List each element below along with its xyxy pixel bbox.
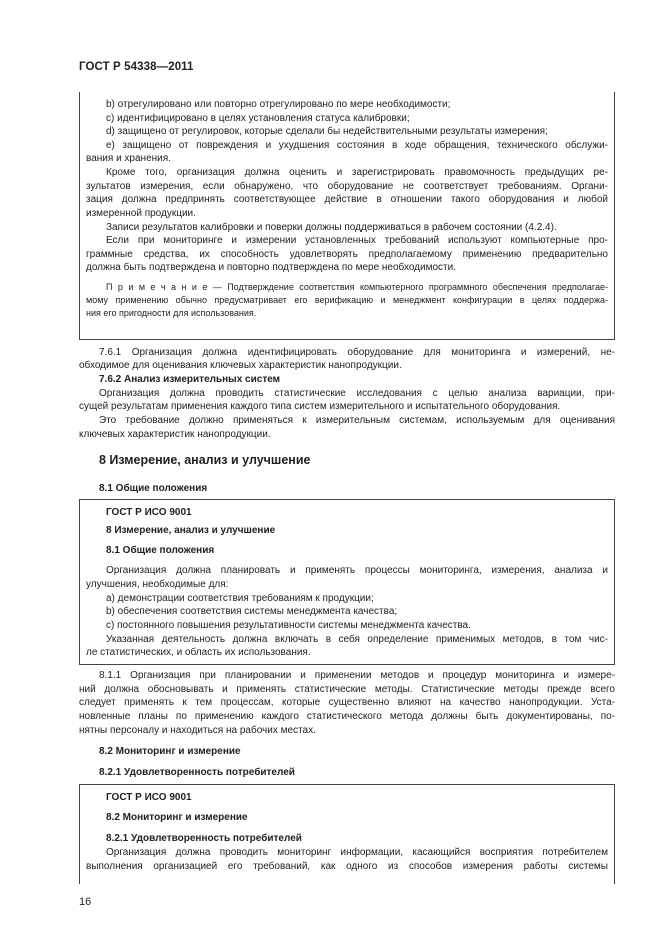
box1-note-line: мому применению обычно предусматривает его верификацию и менеджмент конфигурации в целях поддержа- (86, 295, 608, 305)
box2-line: улучшения, необходимые для: (86, 579, 229, 590)
box1-line: вания и хранения. (86, 153, 171, 164)
box1-line: Кроме того, организация должна оценить и зарегистрировать правомочность предыдущих ре- (106, 167, 608, 178)
box1-note-line: ния его пригодности для использования. (86, 308, 257, 318)
box1-line: зация должна предпринять соответствующее действие в отношении такого оборудования и любой (86, 194, 608, 205)
box1-line: должна быть подтверждена и повторно подтверждена по мере необходимости. (86, 262, 456, 273)
box2-heading: 8.1 Общие положения (106, 545, 215, 556)
box3-heading: 8.2 Мониторинг и измерение (106, 812, 248, 823)
box1-line: e) защищено от повреждения и ухудшения состояния в ходе обращения, технического обслужи- (106, 140, 608, 151)
box2-line: Указанная деятельность должна включать в себя определение применимых методов, в том чис- (106, 634, 608, 645)
box1-line: Записи результатов калибровки и поверки должны поддерживаться в рабочем состоянии (4.2.4). (106, 222, 557, 233)
box2-heading: 8 Измерение, анализ и улучшение (106, 525, 276, 536)
body-line: ний должна обосновывать и применять статистические методы. Статистические методы прежде всего (79, 684, 615, 695)
box3-line: Организация должна проводить мониторинг информации, касающийся восприятия потребителем (106, 847, 608, 858)
box1-line: b) отрегулировано или повторно отрегулировано по мере необходимости; (106, 99, 451, 110)
box2-line: Организация должна планировать и применять процессы мониторинга, измерения, анализа и (106, 565, 608, 576)
box2-line: a) демонстрации соответствия требованиям к продукции; (106, 593, 374, 604)
body-line: следует применять к тем процессам, которые существенно влияют на качество нанопродукции. Уста- (79, 697, 615, 708)
section-heading-8-1: 8.1 Общие положения (99, 483, 208, 494)
body-line: 8.1.1 Организация при планировании и применении методов и процедур мониторинга и измере- (99, 670, 615, 681)
box1-line: зультатов измерения, если обнаружено, что оборудование не соответствует требованиям. Органи- (86, 181, 608, 192)
box3-line: выполнения организацией его требований, как одного из способов измерения работы системы (86, 861, 608, 872)
page-header: ГОСТ Р 54338—2011 (79, 61, 194, 73)
box1-line: Если при мониторинге и измерении установленных требований используют компьютерные про- (106, 235, 608, 246)
box1-note-line: П р и м е ч а н и е — Подтверждение соответствия компьютерного программного обеспечения предполагае- (106, 282, 608, 292)
box1-line: измеренной продукции. (86, 208, 196, 219)
section-heading-8-2-1: 8.2.1 Удовлетворенность потребителей (99, 767, 295, 778)
section-heading-8-2: 8.2 Мониторинг и измерение (99, 746, 241, 757)
box3-standard-ref: ГОСТ Р ИСО 9001 (106, 792, 192, 803)
body-line: обходимое для оценивания ключевых характеристик нанопродукции. (79, 360, 402, 371)
box2-line: b) обеспечения соответствия системы менеджмента качества; (106, 606, 398, 617)
box2-line: c) постоянного повышения результативности системы менеджмента качества. (106, 620, 471, 631)
body-line: Это требование должно применяться к измерительным системам, используемым для оценивания (99, 415, 615, 426)
body-line: 7.6.1 Организация должна идентифицировать оборудование для мониторинга и измерений, не- (99, 347, 615, 358)
box1-line: d) защищено от регулировок, которые сделали бы недействительными результаты измерения; (106, 126, 548, 137)
box2-line: ле статистических, и область их использования. (86, 647, 311, 658)
page-number: 16 (79, 896, 92, 908)
body-line: нятны персоналу и находиться на рабочих местах. (79, 725, 316, 736)
body-line: сущей результатам применения каждого типа систем измерительного и испытательного оборудования. (79, 401, 561, 412)
body-line: ключевых характеристик нанопродукции. (79, 429, 271, 440)
section-heading-7-6-2: 7.6.2 Анализ измерительных систем (99, 374, 281, 385)
body-line: Организация должна проводить статистические исследования с целью анализа вариации, при- (99, 388, 615, 399)
box3-heading: 8.2.1 Удовлетворенность потребителей (106, 833, 302, 844)
box2-standard-ref: ГОСТ Р ИСО 9001 (106, 507, 192, 518)
box1-line: граммные средства, их способность удовлетворять предполагаемому применению предварительно (86, 249, 608, 260)
body-line: новленные планы по применению каждого статистического метода должны быть документированы, по- (79, 711, 615, 722)
box1-line: c) идентифицировано в целях установления статуса калибровки; (106, 113, 410, 124)
section-title-8: 8 Измерение, анализ и улучшение (99, 453, 311, 467)
